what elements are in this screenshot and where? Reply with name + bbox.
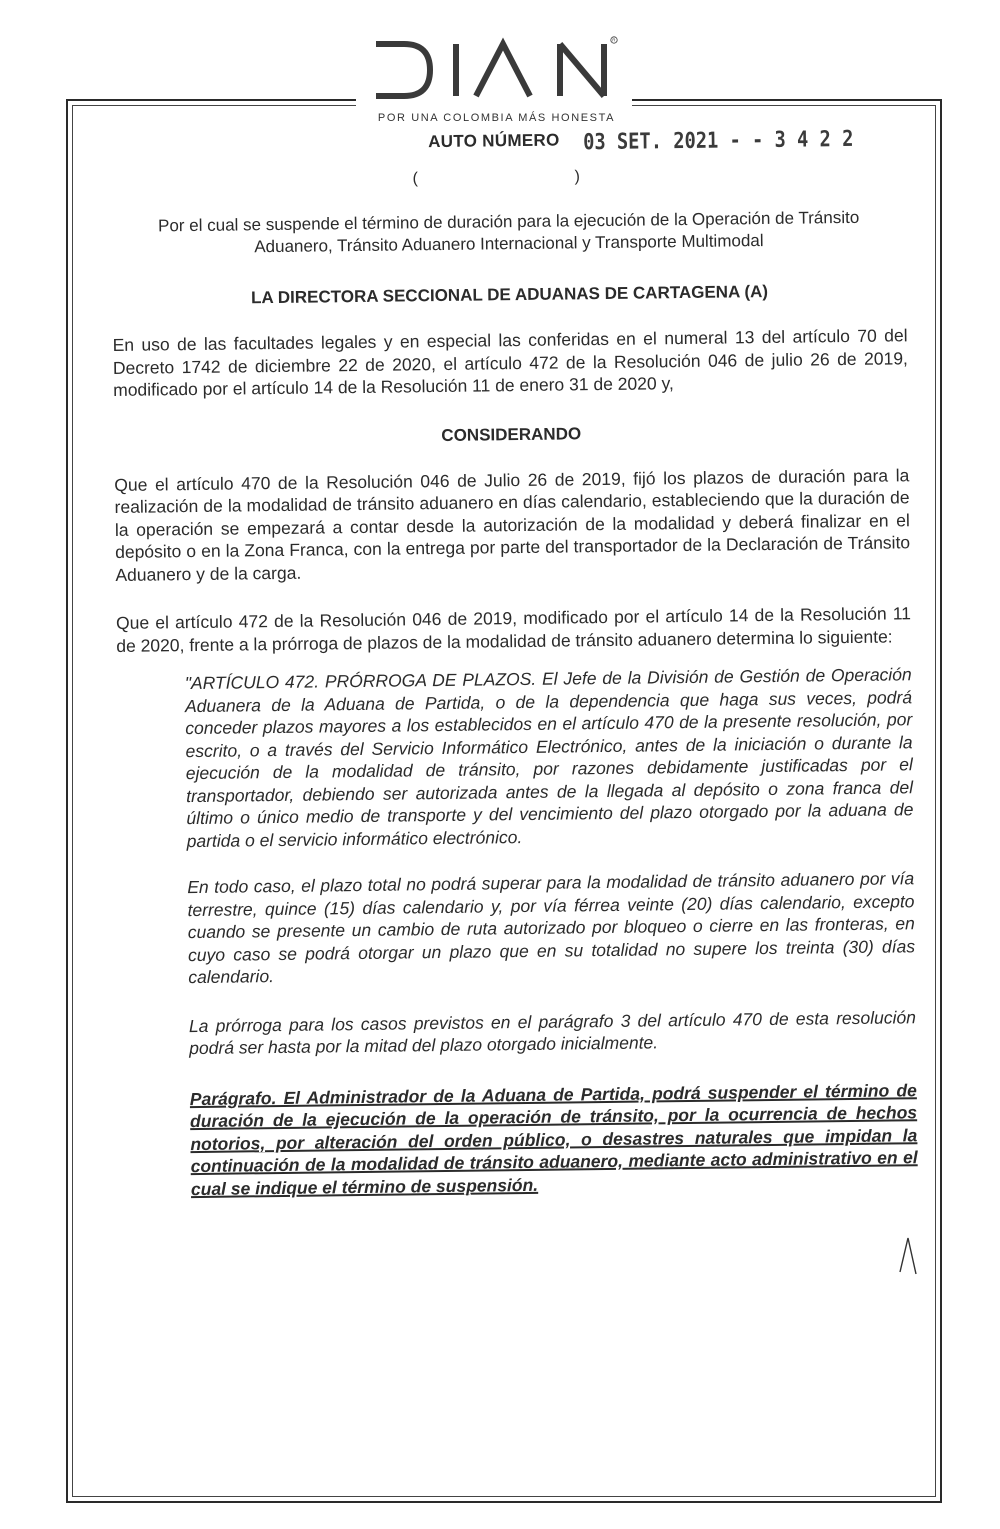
date-number-stamp: 03 SET. 2021 - - 3 4 2 2	[583, 126, 854, 156]
svg-text:R: R	[612, 37, 616, 43]
articulo-472-paragraph: Que el artículo 472 de la Resolución 046 de 2019, modificado por el artículo 14 de la Resolución 11 de 2020, frente a la prórroga de plazos de la modalidad de tránsito aduanero determina lo siguiente:	[115, 603, 912, 656]
articulo-470-paragraph: Que el artículo 470 de la Resolución 046 de Julio 26 de 2019, fijó los plazos de duración para la realización de la modalidad de tránsito aduanero en días calendario, estableciendo que la duración de la operación se empezará a contar desde la autorización de la modalidad y deberá finalizar en el depósito o en la Zona Franca, con la entrega por parte del transportador de la Declaración de Tránsito Aduanero y de la carga.	[114, 464, 911, 585]
uso-facultades-paragraph: En uso de las facultades legales y en especial las conferidas en el numeral 13 del artículo 70 del Decreto 1742 de diciembre 22 de 2020, el artículo 472 de la Resolución 046 de julio 26 de 2019, modificado por el artículo 14 de la Resolución 11 de enero 31 de 2020 y,	[112, 325, 908, 400]
quote-prorroga: La prórroga para los casos previstos en el parágrafo 3 del artículo 470 de esta resolución podrá ser hasta por la mitad del plazo otorgado inicialmente.	[188, 1006, 917, 1059]
paren-close: )	[574, 168, 581, 186]
paren-open: (	[412, 170, 419, 188]
document-body	[110, 120, 918, 1218]
director-heading: LA DIRECTORA SECCIONAL DE ADUANAS DE CARTAGENA (A)	[250, 281, 769, 308]
considerando-heading: CONSIDERANDO	[441, 423, 582, 445]
dian-logo	[370, 36, 620, 102]
slogan: POR UNA COLOMBIA MÁS HONESTA	[377, 112, 616, 124]
handwritten-mark-icon	[898, 1232, 920, 1276]
subject-text: Por el cual se suspende el término de duración para la ejecución de la Operación de Tránsito Aduanero, Tránsito Aduanero Internacional y Transporte Multimodal	[157, 207, 860, 257]
auto-number-label: AUTO NÚMERO	[428, 130, 560, 152]
quote-paragrafo: Parágrafo. El Administrador de la Aduana de Partida, podrá suspender el término de duración de la ejecución de la operación de tránsito, por la ocurrencia de hechos notorios, por alteración del orden público, o desastres naturales que impidan la continuación de la modalidad de tránsito aduanero, mediante acto administrativo en el cual se indique el término de suspensión.	[189, 1079, 918, 1199]
quote-article-472: "ARTÍCULO 472. PRÓRROGA DE PLAZOS. El Jefe de la División de Gestión de Operación Aduanera de la Aduana de Partida, o de la dependencia que haga sus veces, podrá conceder plazos mayores a los establecidos en el artículo 470 de la presente resolución, por escrito, o a través del Servicio Informático Electrónico, antes de la iniciación o durante la ejecución de la modalidad de tránsito, por razones debidamente justificadas por el transportador, debiendo ser autorizada antes de la llegada al depósito o zona franca del último o único medio de transporte y del vencimiento del plazo otorgado por la aduana de partida o el servicio informático electrónico.	[184, 664, 914, 851]
quote-plazo-total: En todo caso, el plazo total no podrá superar para la modalidad de tránsito aduanero por vía terrestre, quince (15) días calendario y, por vía férrea veinte (20) días calendario, excepto cuando se presente un cambio de ruta autorizado por bloqueo o cierre en las fronteras, en cuyo caso se podrá otorgar un plazo que en su totalidad no supere los treinta (30) días calendario.	[187, 868, 916, 988]
